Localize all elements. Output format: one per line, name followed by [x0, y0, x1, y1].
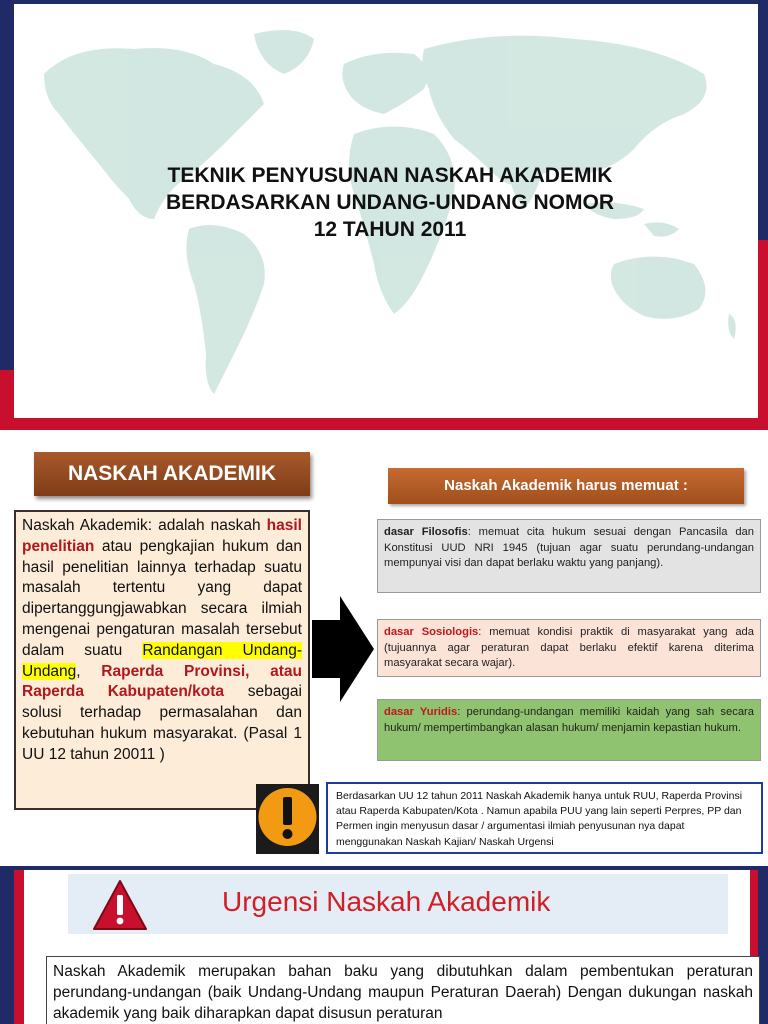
title-slide [0, 0, 768, 430]
definition-emphasis: hasil penelitian [22, 517, 302, 555]
dasar-filosofis-label: dasar Filosofis [384, 526, 468, 538]
section-heading: NASKAH AKADEMIK [34, 452, 310, 496]
definition-text: atau pengkajian hukum dan hasil penelitian lainnya terhadap suatu masalah tertentu yang dapat dipertanggungjawabkan secara ilmiah mengenai pengaturan masalah tersebut dalam suatu [22, 537, 302, 659]
urgensi-text: Naskah Akademik merupakan bahan baku yang dibutuhkan dalam pembentukan peraturan perundang-undangan (baik Undang-Undang maupun Peraturan Daerah) Dengan dukungan naskah akademik yang baik diharapkan dapat disusun peraturan [46, 956, 760, 1024]
dasar-yuridis-label: dasar Yuridis [384, 706, 458, 718]
left-border [0, 866, 14, 1024]
exclamation-icon [256, 784, 319, 854]
urgensi-title: Urgensi Naskah Akademik [222, 886, 551, 917]
warning-triangle-icon [92, 878, 148, 932]
dasar-sosiologis-label: dasar Sosiologis [384, 626, 479, 638]
definition-highlight: Randangan Undang-Undang [22, 641, 303, 680]
dasar-sosiologis-box [377, 619, 761, 677]
dasar-filosofis-box [377, 519, 761, 593]
left-red-accent [14, 870, 24, 1024]
definition-text: Naskah Akademik: adalah naskah [22, 517, 267, 534]
subheading: Naskah Akademik harus memuat : [388, 468, 744, 504]
left-border [0, 0, 14, 430]
dasar-sosiologis-text: : memuat kondisi praktik di masyarakat yang ada (tujuannya agar peraturan dapat berlaku efektif karena diterima masyarakat secara wajar). [384, 626, 754, 670]
bottom-red-border [0, 418, 768, 430]
dasar-filosofis-text: : memuat cita hukum sesuai dengan Pancasila dan Konstitusi UUD NRI 1945 (tujuan agar suatu perundang-undangan mempunyai visi dan dapat berlaku waktu yang panjang). [384, 526, 754, 570]
naskah-akademik-slide [0, 432, 768, 862]
top-border [0, 0, 768, 4]
definition-emphasis: Raperda Provinsi, atau Raperda Kabupaten/kota [22, 662, 302, 701]
note-box: Berdasarkan UU 12 tahun 2011 Naskah Akademik hanya untuk RUU, Raperda Provinsi atau Raperda Kabupaten/Kota . Namun apabila PUU yang lain seperti Perpres, PP dan Permen ingin menyusun dasar / argumentasi ilmiah penyusunan nya dapat menggunakan Naskah Kajian/ Naskah Urgensi [326, 782, 763, 854]
definition-text: sebagai solusi terhadap permasalahan dan kebutuhan hukum masyarakat. (Pasal 1 UU 12 tahun 20011 ) [22, 683, 302, 763]
dasar-yuridis-text: : perundang-undangan memiliki kaidah yang sah secara hukum/ mempertimbangkan alasan hukum/ menjamin kepastian hukum. [384, 706, 754, 734]
definition-text: , [76, 662, 102, 680]
right-arrow-icon [312, 596, 374, 702]
right-red-accent [758, 240, 768, 430]
top-border [0, 866, 768, 870]
definition-box [14, 510, 310, 810]
slide-title: TEKNIK PENYUSUNAN NASKAH AKADEMIK BERDASARKAN UNDANG-UNDANG NOMOR 12 TAHUN 2011 [166, 164, 614, 241]
dasar-yuridis-box [377, 699, 761, 761]
urgensi-slide [0, 866, 768, 1024]
